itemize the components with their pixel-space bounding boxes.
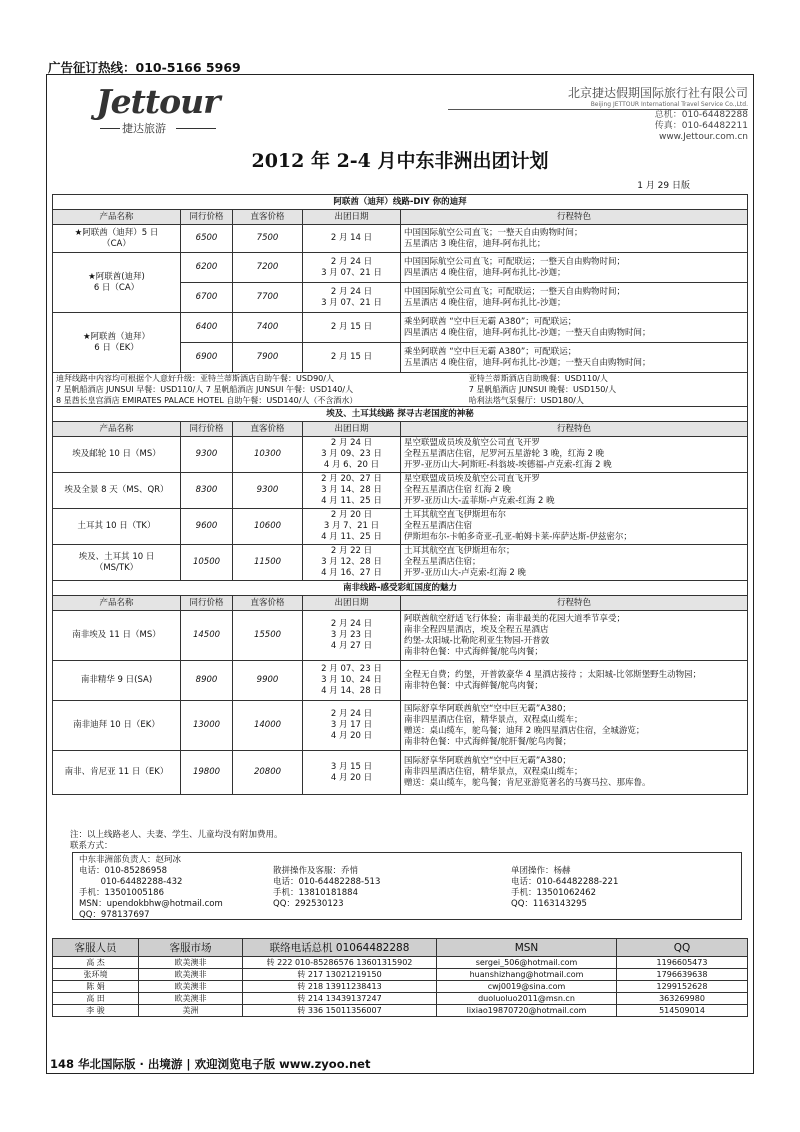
cs-qq: 363269980 (617, 993, 748, 1005)
departure-dates: 2 月 07、23 日 3 月 10、24 日 4 月 14、28 日 (303, 661, 401, 701)
cs-market: 欧美澳非 (139, 993, 243, 1005)
cs-row (53, 957, 748, 969)
product-name: 埃及邮轮 10 日（MS） (53, 437, 181, 473)
cs-qq: 1796639638 (617, 969, 748, 981)
direct-price: 14000 (233, 701, 303, 751)
itinerary-features: 国际舒享华阿联酋航空“空中巨无霸”A380； 南非四星酒店住宿，精华景点，双程桌山缆车； 赠送：桌山缆车，鸵鸟餐；迪拜 2 晚四星酒店住宿，全城游览； 南非特色餐：中式海鲜餐/鸵肝餐/鸵鸟肉餐； (401, 701, 748, 751)
section-header-safrica: 南非线路-感受彩虹国度的魅力 (53, 581, 748, 596)
safrica-row (53, 751, 748, 795)
itinerary-features: 中国国际航空公司直飞；可配联运；一整天自由购物时间； 四星酒店 4 晚住宿，迪拜-阿布扎比-沙迦； (401, 253, 748, 283)
departure-dates: 2 月 24 日 3 月 23 日 4 月 27 日 (303, 611, 401, 661)
itinerary-features: 土耳其航空直飞伊斯坦布尔； 全程五星酒店住宿； 开罗-亚历山大-卢克索-红海 2 晚 (401, 545, 748, 581)
product-name: 南非、肯尼亚 11 日（EK） (53, 751, 181, 795)
uae-upgrade-note: 迪拜线路中内容均可根据个人意好升级：亚特兰蒂斯酒店自助午餐：USD90/人 亚特兰蒂斯酒店自助晚餐：USD110/人 7 星帆船酒店 JUNSUI 早餐：USD110/人 7 星帆船酒店 JUNSUI 午餐：USD140/人 7 星帆船酒店 JUNSUI 晚餐：USD150/人 8 星酋长皇宫酒店 EMIRATES PALACE HOTEL 自助午餐：USD140/人（不含酒水） 哈利法塔气泵餐厅：USD180/人 (53, 373, 748, 407)
cs-row (53, 1005, 748, 1017)
direct-price: 10300 (233, 437, 303, 473)
logo-rule-left (100, 128, 120, 129)
peer-price: 14500 (181, 611, 233, 661)
product-name: 土耳其 10 日（TK） (53, 509, 181, 545)
departure-dates: 2 月 24 日 3 月 07、21 日 (303, 283, 401, 313)
product-name: ★阿联酋(迪拜) 6 日（CA） (53, 253, 181, 313)
cs-qq: 514509014 (617, 1005, 748, 1017)
cs-staff: 李 骏 (53, 1005, 139, 1017)
peer-price: 6700 (181, 283, 233, 313)
section-header-egypt: 埃及、土耳其线路 探寻古老国度的神秘 (53, 407, 748, 422)
departure-dates: 2 月 20、27 日 3 月 14、28 日 4 月 11、25 日 (303, 473, 401, 509)
egypt-row (53, 545, 748, 581)
footnote (70, 830, 283, 852)
direct-price: 15500 (233, 611, 303, 661)
company-fax: 传真：010-64482211 (654, 121, 748, 131)
departure-dates: 2 月 20 日 3 月 7、21 日 4 月 11、25 日 (303, 509, 401, 545)
peer-price: 10500 (181, 545, 233, 581)
itinerary-features: 国际舒享华阿联酋航空“空中巨无霸”A380； 南非四星酒店住宿，精华景点，双程桌山缆车； 赠送：桌山缆车，鸵鸟餐；肯尼亚游览著名的马赛马拉、那库鲁。 (401, 751, 748, 795)
departure-dates: 2 月 22 日 3 月 12、28 日 4 月 16、27 日 (303, 545, 401, 581)
uae-row (53, 253, 748, 283)
customer-service-table (52, 938, 748, 1017)
cs-header-1: 客服市场 (139, 939, 243, 957)
cs-phone: 转 214 13439137247 (243, 993, 437, 1005)
peer-price: 6500 (181, 225, 233, 253)
direct-price: 7900 (233, 343, 303, 373)
direct-price: 7500 (233, 225, 303, 253)
itinerary-features: 中国国际航空公司直飞；一整天自由购物时间； 五星酒店 3 晚住宿，迪拜-阿布扎比； (401, 225, 748, 253)
cs-staff: 高 杰 (53, 957, 139, 969)
product-name: 南非精华 9 日(SA) (53, 661, 181, 701)
safrica-row (53, 661, 748, 701)
peer-price: 19800 (181, 751, 233, 795)
uae-row (53, 225, 748, 253)
cs-phone: 转 217 13021219150 (243, 969, 437, 981)
contact-box (72, 852, 742, 920)
egypt-row (53, 437, 748, 473)
product-name: 埃及全景 8 天（MS、QR） (53, 473, 181, 509)
contact-service: 散拼操作及客服：乔悄 电话：010-64482288-513 手机：13810181884 QQ：292530123 (273, 866, 381, 909)
cs-market: 美洲 (139, 1005, 243, 1017)
cs-row (53, 981, 748, 993)
cs-header-0: 客服人员 (53, 939, 139, 957)
cs-market: 欧美澳非 (139, 957, 243, 969)
cs-qq: 1299152628 (617, 981, 748, 993)
ad-hotline: 广告征订热线：010-5166 5969 (48, 60, 241, 75)
cs-header-3: MSN (437, 939, 617, 957)
product-name: 埃及、土耳其 10 日 （MS/TK） (53, 545, 181, 581)
direct-price: 20800 (233, 751, 303, 795)
jettour-logo (92, 82, 292, 142)
itinerary-features: 中国国际航空公司直飞；可配联运；一整天自由购物时间； 五星酒店 4 晚住宿，迪拜-阿布扎比-沙迦； (401, 283, 748, 313)
itinerary-features: 土耳其航空直飞伊斯坦布尔 全程五星酒店住宿 伊斯坦布尔-卡帕多奇亚-孔亚-帕姆卡莱-库萨达斯-伊兹密尔； (401, 509, 748, 545)
logo-subtitle: 捷达旅游 (122, 122, 166, 135)
uae-row (53, 313, 748, 343)
column-headers: 产品名称 同行价格 直客价格 出团日期 行程特色 (53, 210, 748, 225)
safrica-row (53, 701, 748, 751)
cs-staff: 高 田 (53, 993, 139, 1005)
itinerary-features: 全程无自费；约堡，开普敦豪华 4 星酒店接待 ；太阳城-比邻斯堡野生动物园； 南非特色餐：中式海鲜餐/鸵鸟肉餐； (401, 661, 748, 701)
cs-row (53, 993, 748, 1005)
direct-price: 11500 (233, 545, 303, 581)
company-block (448, 84, 748, 143)
cs-phone: 转 336 15011356007 (243, 1005, 437, 1017)
contact-label: 联系方式： (70, 841, 113, 851)
company-phone: 总机：010-64482288 (654, 110, 748, 120)
cs-staff: 陈 娟 (53, 981, 139, 993)
direct-price: 9300 (233, 473, 303, 509)
product-name: 南非埃及 11 日（MS） (53, 611, 181, 661)
cs-staff: 张环境 (53, 969, 139, 981)
departure-dates: 2 月 15 日 (303, 343, 401, 373)
column-headers: 产品名称 同行价格 直客价格 出团日期 行程特色 (53, 596, 748, 611)
peer-price: 6200 (181, 253, 233, 283)
version-date: 1 月 29 日版 (637, 181, 690, 191)
cs-row (53, 969, 748, 981)
direct-price: 7700 (233, 283, 303, 313)
product-name: ★阿联酋（迪拜） 6 日（EK） (53, 313, 181, 373)
contact-group-ops: 单团操作：杨赫 电话：010-64482288-221 手机：13501062462 QQ：1163143295 (511, 866, 619, 909)
departure-dates: 3 月 15 日 4 月 20 日 (303, 751, 401, 795)
itinerary-features: 星空联盟成员埃及航空公司直飞开罗 全程五星酒店住宿，尼罗河五星游轮 3 晚，红海 2 晚 开罗-亚历山大-阿斯旺-科翁坡-埃德福-卢克索-红海 2 晚 (401, 437, 748, 473)
direct-price: 7200 (233, 253, 303, 283)
peer-price: 9600 (181, 509, 233, 545)
cs-msn: duoluoluo2011@msn.cn (437, 993, 617, 1005)
safrica-row (53, 611, 748, 661)
cs-msn: huanshizhang@hotmail.com (437, 969, 617, 981)
cs-qq: 1196605473 (617, 957, 748, 969)
egypt-row (53, 509, 748, 545)
itinerary-features: 乘坐阿联酋 “空中巨无霸 A380”；可配联运； 五星酒店 4 晚住宿，迪拜-阿布扎比-沙迦；一整天自由购物时间； (401, 343, 748, 373)
departure-dates: 2 月 14 日 (303, 225, 401, 253)
contact-manager: 中东非洲部负责人：赵珂冰 电话：010-85286958 010-64482288-432 手机：13501005186 MSN：upendokbhw@hotmail.com QQ：978137697 (79, 855, 223, 920)
peer-price: 8900 (181, 661, 233, 701)
logo-rule-right (176, 128, 216, 129)
departure-dates: 2 月 24 日 3 月 09、23 日 4 月 6、20 日 (303, 437, 401, 473)
logo-wordmark: Jettour (96, 82, 220, 121)
egypt-row (53, 473, 748, 509)
company-name-cn: 北京捷达假期国际旅行社有限公司 (567, 86, 748, 100)
cs-phone: 转 222 010-85286576 13601315902 (243, 957, 437, 969)
peer-price: 13000 (181, 701, 233, 751)
footnote-text: 注：以上线路老人、夫妻、学生、儿童均没有附加费用。 (70, 830, 283, 840)
cs-msn: lixiao19870720@hotmail.com (437, 1005, 617, 1017)
cs-market: 欧美澳非 (139, 981, 243, 993)
direct-price: 10600 (233, 509, 303, 545)
peer-price: 9300 (181, 437, 233, 473)
direct-price: 9900 (233, 661, 303, 701)
cs-msn: sergei_506@hotmail.com (437, 957, 617, 969)
cs-msn: cwj0019@sina.com (437, 981, 617, 993)
departure-dates: 2 月 24 日 3 月 17 日 4 月 20 日 (303, 701, 401, 751)
product-name: 南非迪拜 10 日（EK） (53, 701, 181, 751)
cs-market: 欧美澳非 (139, 969, 243, 981)
itinerary-features: 阿联酋航空舒适飞行体验；南非最美的花园大道季节享受； 南非全程四星酒店，埃及全程五星酒店 约堡-太阳城-比勒陀利亚生物园-开普敦 南非特色餐：中式海鲜餐/鸵鸟肉餐； (401, 611, 748, 661)
itinerary-features: 乘坐阿联酋 “空中巨无霸 A380”；可配联运； 四星酒店 4 晚住宿，迪拜-阿布扎比-沙迦；一整天自由购物时间； (401, 313, 748, 343)
cs-header-4: QQ (617, 939, 748, 957)
tour-plan-table (52, 194, 748, 795)
cs-header-2: 联络电话总机 01064482288 (243, 939, 437, 957)
section-header-uae: 阿联酋（迪拜）线路-DIY 你的迪拜 (53, 195, 748, 210)
departure-dates: 2 月 24 日 3 月 07、21 日 (303, 253, 401, 283)
company-web: www.Jettour.com.cn (658, 132, 748, 142)
peer-price: 6400 (181, 313, 233, 343)
company-name-en: Beijing JETTOUR International Travel Service Co.,Ltd. (448, 101, 748, 110)
cs-phone: 转 218 13911238413 (243, 981, 437, 993)
peer-price: 6900 (181, 343, 233, 373)
column-headers: 产品名称 同行价格 直客价格 出团日期 行程特色 (53, 422, 748, 437)
direct-price: 7400 (233, 313, 303, 343)
page-footer: 148 华北国际版 · 出境游 | 欢迎浏览电子版 www.zyoo.net (50, 1057, 371, 1071)
peer-price: 8300 (181, 473, 233, 509)
itinerary-features: 星空联盟成员埃及航空公司直飞开罗 全程五星酒店住宿 红海 2 晚 开罗-亚历山大-孟菲斯-卢克索-红海 2 晚 (401, 473, 748, 509)
product-name: ★阿联酋（迪拜）5 日 （CA） (53, 225, 181, 253)
page-title: 2012 年 2-4 月中东非洲出团计划 (251, 150, 549, 172)
departure-dates: 2 月 15 日 (303, 313, 401, 343)
